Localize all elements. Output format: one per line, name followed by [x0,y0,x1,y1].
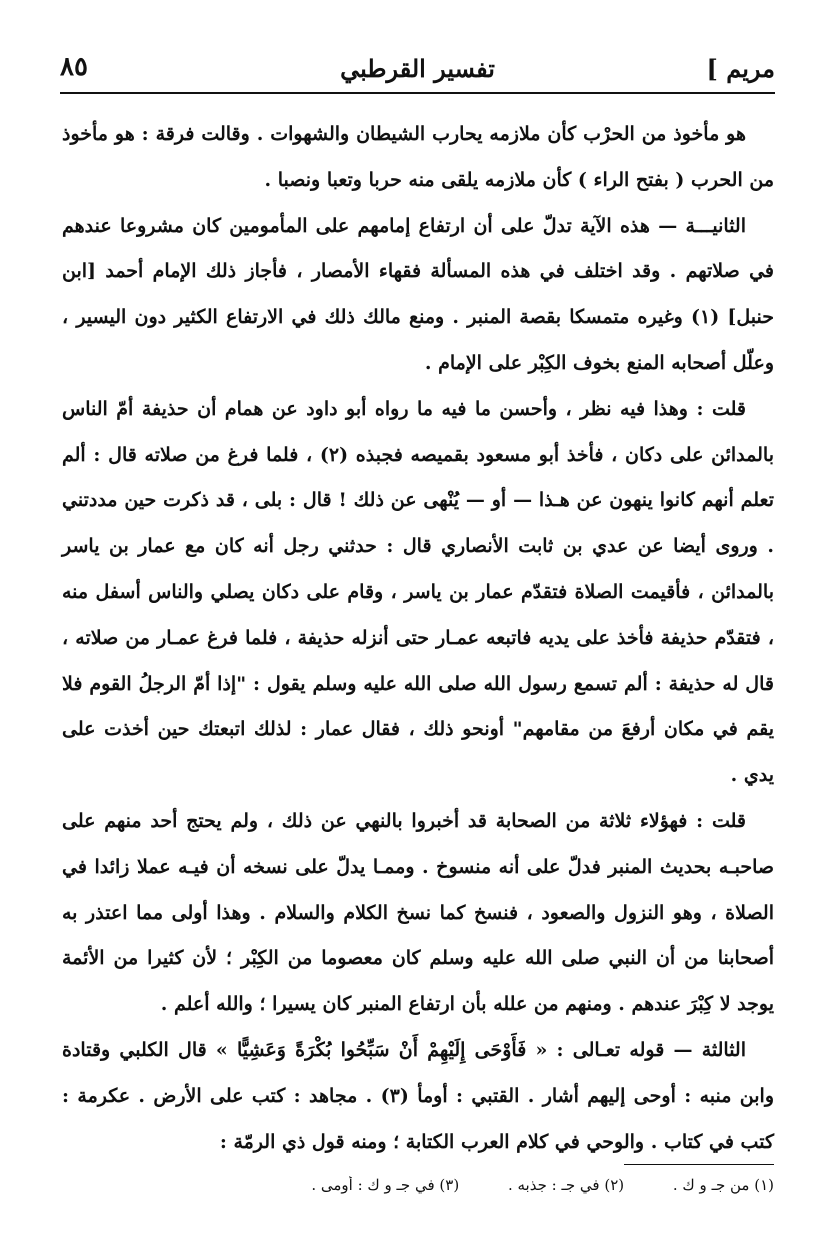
page-body [62,112,774,1153]
page-number: ٨٥ [60,52,88,82]
book-title: تفسير القرطبي [340,54,495,83]
paragraph-4: قلت : فهؤلاء ثلاثة من الصحابة قد أخبروا بالنهي عن ذلك ، ولم يحتج أحد منهم على صاحبـه بحديث المنبر فدلّ على أنه منسوخ . وممـا يدلّ على نسخه أن فيـه عملا زائدا في الصلاة ، وهو النزول والصعود ، فنسخ كما نسخ الكلام والسلام . وهذا أولى مما اعتذر به أصحابنا من أن النبي صلى الله عليه وسلم كان معصوما من الكِبْر ؛ لأن كثيرا من الأئمة يوجد لا كِبْرَ عندهم . ومنهم من علله بأن ارتفاع المنبر كان يسيرا ؛ والله أعلم . [62,809,774,1016]
paragraph-5: الثالثة — قوله تعـالى : « فَأَوْحَى إِلَيْهِمْ أَنْ سَبِّحُوا بُكْرَةً وَعَشِيًّا » قال الكلبي وقتادة وابن منبه : أوحى إليهم أشار . القتبي : أومأ (٣) . مجاهد : كتب على الأرض . عكرمة : كتب في كتاب . والوحي في كلام العرب الكتابة ؛ ومنه قول ذي الرمّة : [62,1038,774,1153]
page-header [60,48,775,94]
paragraph-1: هو مأخوذ من الحرْب كأن ملازمه يحارب الشيطان والشهوات . وقالت فرقة : هو مأخوذ من الحرب ( بفتح الراء ) كأن ملازمه يلقى منه حربا وتعبا ونصبا . [62,123,774,191]
footnote-divider [624,1164,774,1165]
surah-name: مريم ] [706,54,775,83]
footnote-1: (١) من جـ و ك . [672,1176,774,1194]
footnotes [200,1176,774,1206]
paragraph-3: قلت : وهذا فيه نظر ، وأحسن ما فيه ما رواه أبو داود عن همام أن حذيفة أمّ الناس بالمدائن على دكان ، فأخذ أبو مسعود بقميصه فجبذه (٢) ، فلما فرغ من صلاته قال : ألم تعلم أنهم كانوا ينهون عن هـذا — أو — يُنْهى عن ذلك ! قال : بلى ، قد ذكرت حين مددتني . وروى أيضا عن عدي بن ثابت الأنصاري قال : حدثني رجل أنه كان مع عمار بن ياسر بالمدائن ، فأقيمت الصلاة فتقدّم عمار بن ياسر ، وقام على دكان يصلي والناس أسفل منه ، فتقدّم حذيفة فأخذ على يديه فاتبعه عمـار حتى أنزله حذيفة ، فلما فرغ عمـار من صلاته ، قال له حذيفة : ألم تسمع رسول الله صلى الله عليه وسلم يقول : "إذا أمّ الرجلُ القوم فلا يقم في مكان أرفعَ من مقامهم" أونحو ذلك ، فقال عمار : لذلك اتبعتك حين أخذت على يدي . [62,397,774,787]
paragraph-2: الثانيـــة — هذه الآية تدلّ على أن ارتفاع إمامهم على المأمومين كان مشروعا عندهم في صلاتهم . وقد اختلف في هذه المسألة فقهاء الأمصار ، فأجاز ذلك الإمام أحمد [ابن حنبل] (١) وغيره متمسكا بقصة المنبر . ومنع مالك ذلك في الارتفاع الكثير دون اليسير ، وعلّل أصحابه المنع بخوف الكِبْر على الإمام . [62,214,774,374]
footnote-2: (٢) في جـ : جذبه . [507,1176,625,1194]
footnote-3: (٣) في جـ و ك : أومى . [311,1176,460,1194]
